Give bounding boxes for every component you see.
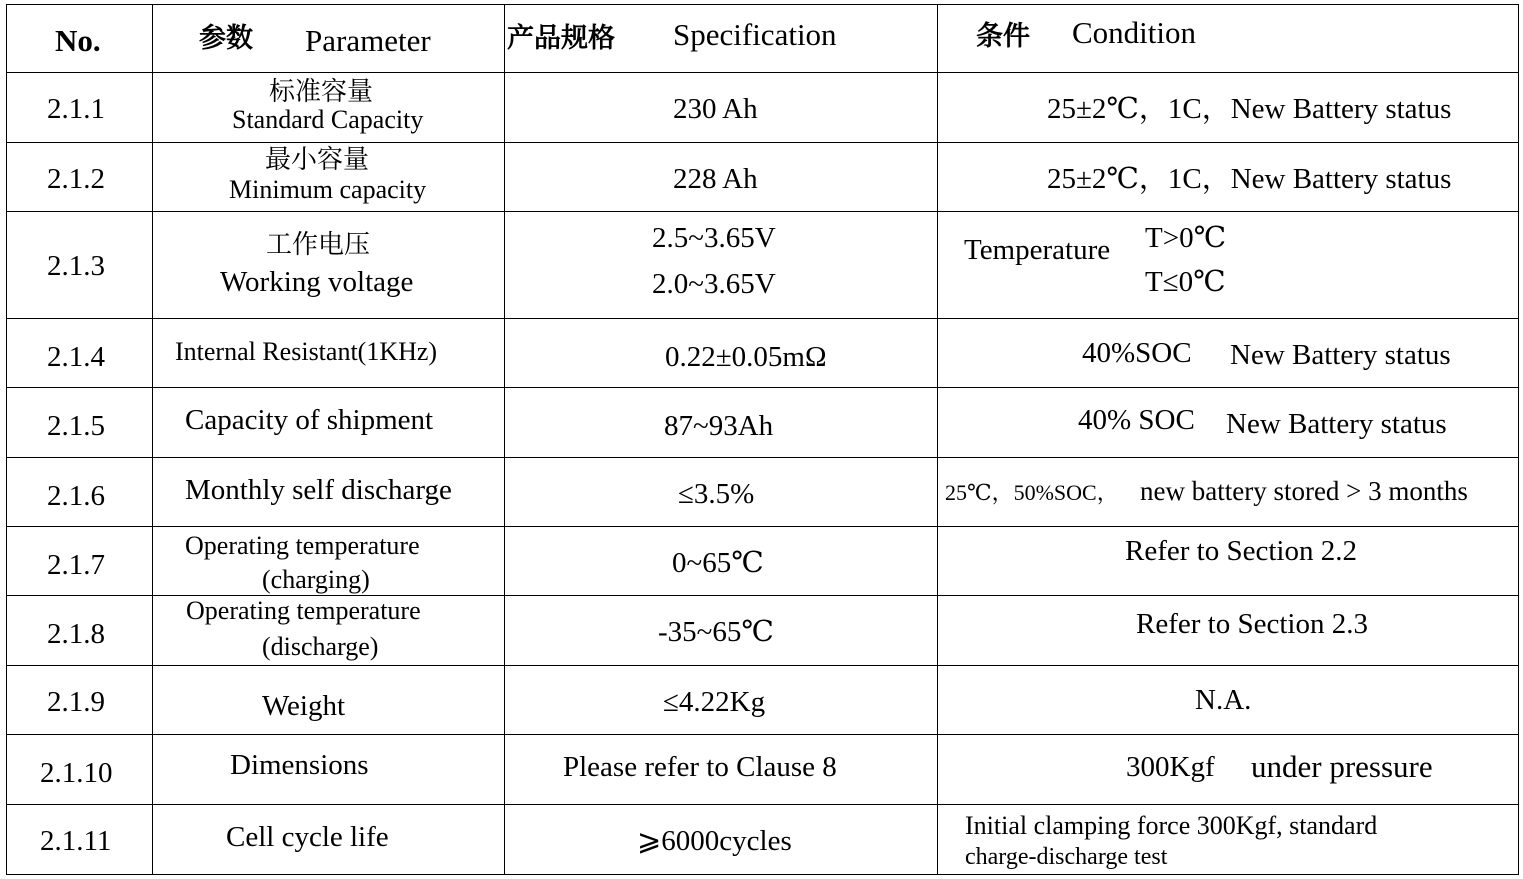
- header-no: No.: [55, 23, 101, 58]
- row-parameter-en: Internal Resistant(1KHz): [175, 336, 438, 366]
- table-row: [7, 142, 1519, 211]
- row-no-cell: [7, 735, 153, 804]
- row-no-cell: [7, 665, 153, 734]
- row-condition: N.A.: [1195, 683, 1252, 716]
- row-parameter-cell: [153, 457, 505, 526]
- header-specification-cell: [505, 5, 938, 73]
- row-condition-cell: [938, 73, 1519, 142]
- row-condition-soc: 40%SOC: [1082, 336, 1192, 369]
- row-condition-cell: [938, 142, 1519, 211]
- row-condition-cell: [938, 318, 1519, 387]
- row-parameter-cell: [153, 318, 505, 387]
- table-row: [7, 804, 1519, 874]
- row-no: 2.1.6: [47, 479, 105, 512]
- row-no-cell: [7, 142, 153, 211]
- row-spec: ≤4.22Kg: [663, 685, 766, 718]
- row-spec: 230 Ah: [673, 93, 758, 126]
- row-parameter-en: Weight: [262, 689, 346, 722]
- row-no: 2.1.3: [47, 250, 105, 283]
- row-condition-2: charge-discharge test: [965, 843, 1168, 870]
- row-condition-cell: [938, 596, 1519, 665]
- row-no: 2.1.9: [47, 685, 105, 718]
- row-condition: 25±2℃，1C，New Battery status: [1047, 162, 1452, 195]
- row-no: 2.1.2: [47, 162, 105, 195]
- spec-table: [6, 4, 1519, 875]
- row-spec-cell: [505, 596, 938, 665]
- row-spec-cell: [505, 212, 938, 319]
- row-condition-status: New Battery status: [1230, 338, 1451, 371]
- row-spec-cell: [505, 318, 938, 387]
- row-condition-cell: [938, 735, 1519, 804]
- row-no: 2.1.4: [47, 340, 105, 373]
- row-no: 2.1.7: [47, 548, 105, 581]
- row-spec-1: 2.5~3.65V: [652, 222, 776, 255]
- row-no: 2.1.10: [40, 757, 113, 790]
- row-condition-soc: 40% SOC: [1078, 404, 1195, 437]
- row-parameter-cell: [153, 142, 505, 211]
- row-no-cell: [7, 804, 153, 874]
- table-row: [7, 735, 1519, 804]
- row-no-cell: [7, 526, 153, 595]
- row-condition-a: 25℃，50%SOC，: [945, 479, 1119, 505]
- row-condition-b: new battery stored > 3 months: [1140, 475, 1468, 506]
- row-condition-1: T>0℃: [1145, 222, 1227, 255]
- row-condition-cell: [938, 526, 1519, 595]
- row-spec: 0~65℃: [672, 546, 764, 579]
- table-row: [7, 526, 1519, 595]
- row-condition-2: T≤0℃: [1145, 266, 1226, 299]
- row-spec-cell: [505, 73, 938, 142]
- row-no-cell: [7, 212, 153, 319]
- row-parameter-cell: [153, 388, 505, 457]
- header-row: [7, 5, 1519, 73]
- table-row: [7, 457, 1519, 526]
- table-row: [7, 212, 1519, 319]
- row-spec: 228 Ah: [673, 162, 758, 195]
- row-parameter-en-2: (charging): [262, 564, 370, 594]
- table-row: [7, 388, 1519, 457]
- row-condition: Refer to Section 2.3: [1136, 608, 1368, 641]
- row-no: 2.1.11: [40, 824, 112, 857]
- row-parameter-cell: [153, 804, 505, 874]
- row-condition-cell: [938, 457, 1519, 526]
- row-condition-1: Initial clamping force 300Kgf, standard: [965, 810, 1378, 840]
- row-parameter-cell: [153, 665, 505, 734]
- row-spec: 0.22±0.05mΩ: [665, 340, 827, 373]
- header-parameter-en: Parameter: [305, 23, 431, 58]
- row-no-cell: [7, 596, 153, 665]
- row-parameter-en: Standard Capacity: [232, 105, 424, 135]
- row-spec-cell: [505, 142, 938, 211]
- row-spec: ⩾6000cycles: [637, 824, 792, 857]
- row-parameter-en: Cell cycle life: [226, 820, 389, 853]
- row-no: 2.1.5: [47, 410, 105, 443]
- header-condition-en: Condition: [1072, 15, 1197, 50]
- row-parameter-cell: [153, 735, 505, 804]
- row-condition-cell: [938, 388, 1519, 457]
- row-condition-label: Temperature: [964, 234, 1111, 267]
- table-row: [7, 73, 1519, 142]
- row-parameter-en-1: Operating temperature: [185, 530, 420, 560]
- header-condition-cn: 条件: [976, 21, 1030, 52]
- row-condition-cell: [938, 212, 1519, 319]
- row-condition-cell: [938, 804, 1519, 874]
- row-parameter-en-2: (discharge): [262, 632, 379, 662]
- row-no-cell: [7, 318, 153, 387]
- row-condition-pressure: under pressure: [1251, 749, 1433, 785]
- row-parameter-cn: 标准容量: [269, 77, 374, 108]
- row-spec-cell: [505, 388, 938, 457]
- row-parameter-cell: [153, 526, 505, 595]
- table-row: [7, 665, 1519, 734]
- row-condition-force: 300Kgf: [1126, 751, 1215, 784]
- row-condition: Refer to Section 2.2: [1125, 534, 1357, 567]
- header-parameter-cell: [153, 5, 505, 73]
- row-spec-cell: [505, 526, 938, 595]
- header-specification-en: Specification: [673, 17, 837, 52]
- table-row: [7, 596, 1519, 665]
- header-no-cell: [7, 5, 153, 73]
- row-no-cell: [7, 388, 153, 457]
- row-spec-cell: [505, 457, 938, 526]
- header-condition-cell: [938, 5, 1519, 73]
- header-parameter-cn: 参数: [199, 23, 253, 54]
- row-no: 2.1.8: [47, 618, 105, 651]
- row-no: 2.1.1: [47, 93, 105, 126]
- row-parameter-en: Working voltage: [220, 266, 414, 299]
- row-condition-cell: [938, 665, 1519, 734]
- row-spec-cell: [505, 665, 938, 734]
- row-parameter-en-1: Operating temperature: [186, 596, 421, 626]
- row-condition-status: New Battery status: [1226, 408, 1447, 441]
- row-condition: 25±2℃，1C，New Battery status: [1047, 93, 1452, 126]
- header-specification-cn: 产品规格: [507, 23, 615, 54]
- row-parameter-cell: [153, 73, 505, 142]
- row-no-cell: [7, 457, 153, 526]
- row-spec: Please refer to Clause 8: [563, 751, 837, 784]
- row-parameter-en: Capacity of shipment: [185, 404, 434, 437]
- row-parameter-cell: [153, 212, 505, 319]
- row-parameter-cn: 最小容量: [265, 144, 370, 175]
- row-spec: -35~65℃: [658, 616, 774, 649]
- row-parameter-cell: [153, 596, 505, 665]
- row-spec-cell: [505, 804, 938, 874]
- row-parameter-en: Minimum capacity: [229, 174, 427, 204]
- row-parameter-en: Monthly self discharge: [185, 473, 452, 506]
- row-spec-cell: [505, 735, 938, 804]
- row-parameter-cn: 工作电压: [266, 230, 371, 261]
- table-row: [7, 318, 1519, 387]
- row-spec: ≤3.5%: [678, 477, 755, 510]
- row-no-cell: [7, 73, 153, 142]
- row-spec: 87~93Ah: [664, 410, 774, 443]
- row-spec-2: 2.0~3.65V: [652, 268, 776, 301]
- row-parameter-en: Dimensions: [230, 749, 369, 782]
